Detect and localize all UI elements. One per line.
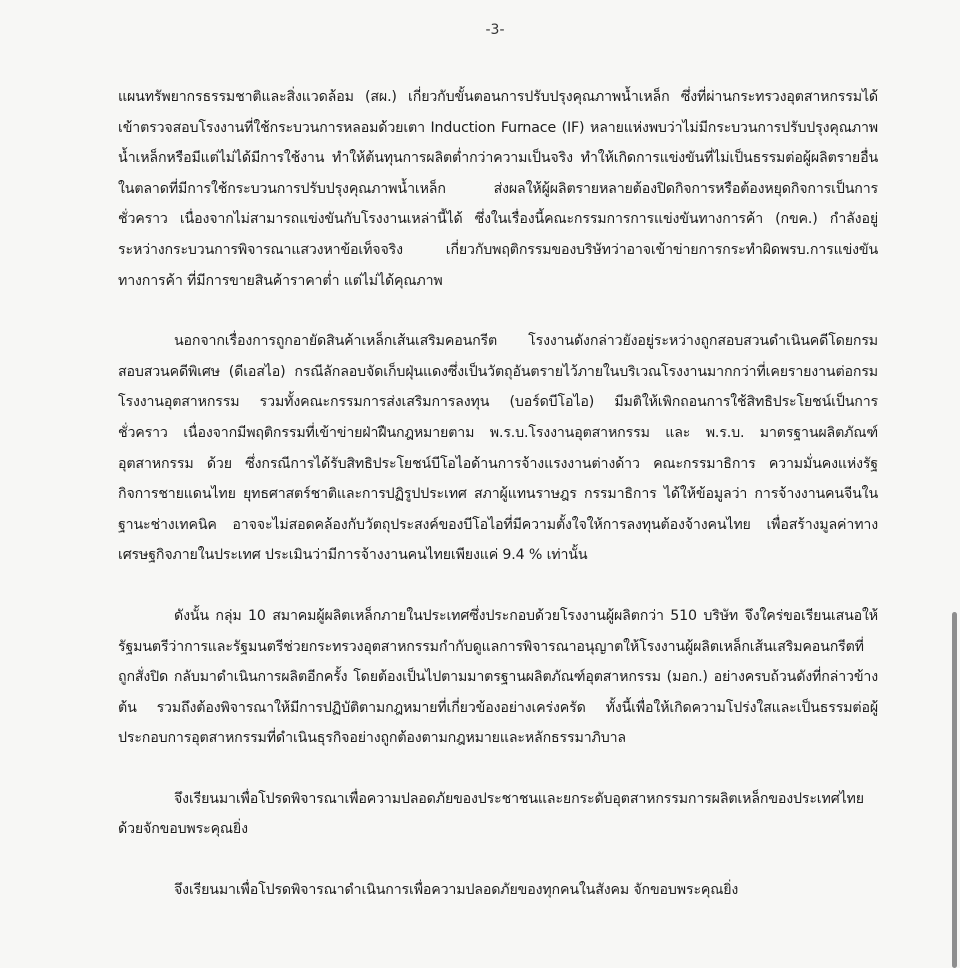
page-number: -3-	[485, 22, 505, 38]
paragraph-closing-request: จึงเรียนมาเพื่อโปรดพิจารณาเพื่อความปลอดภัยของประชาชนและยกระดับอุตสาหกรรมการผลิตเหล็กของประเทศไทย ด้วยจักขอบพระคุณยิ่ง	[118, 790, 864, 838]
paragraph-closing-final: จึงเรียนมาเพื่อโปรดพิจารณาดำเนินการเพื่อความปลอดภัยของทุกคนในสังคม จักขอบพระคุณยิ่ง	[174, 882, 739, 899]
paragraph-proposal: ดังนั้น กลุ่ม 10 สมาคมผู้ผลิตเหล็กภายในประเทศซึ่งประกอบด้วยโรงงานผู้ผลิตกว่า 510 บริษัท จึงใคร่ขอเรียนเสนอให้รัฐมนตรีว่าการและรัฐมนตรีช่วยกระทรวงอุตสาหกรรมกำกับดูแลการพิจารณาอนุญาตให้โรงงานผู้ผลิตเหล็กเส้นเสริมคอนกรีตที่ถูกสั่งปิด กลับมาดำเนินการผลิตอีกครั้ง โดยต้องเป็นไปตามมาตรฐานผลิตภัณฑ์อุตสาหกรรม (มอก.) อย่างครบถ้วนดังที่กล่าวข้างต้น รวมถึงต้องพิจารณาให้มีการปฏิบัติตามกฎหมายที่เกี่ยวข้องอย่างเคร่งครัด ทั้งนี้เพื่อให้เกิดความโปร่งใสและเป็นธรรมต่อผู้ประกอบการอุตสาหกรรมที่ดำเนินธุรกิจอย่างถูกต้องตามกฎหมายและหลักธรรมาภิบาล	[118, 607, 878, 747]
paragraph-investigation: นอกจากเรื่องการถูกอายัดสินค้าเหล็กเส้นเสริมคอนกรีต โรงงานดังกล่าวยังอยู่ระหว่างถูกสอบสวนดำเนินคดีโดยกรมสอบสวนคดีพิเศษ (ดีเอสไอ) กรณีลักลอบจัดเก็บฝุ่นแดงซึ่งเป็นวัตถุอันตรายไว้ภายในบริเวณโรงงานมากกว่าที่เคยรายงานต่อกรมโรงงานอุตสาหกรรม รวมทั้งคณะกรรมการส่งเสริมการลงทุน (บอร์ดบีโอไอ) มีมติให้เพิกถอนการใช้สิทธิประโยชน์เป็นการชั่วคราว เนื่องจากมีพฤติกรรมที่เข้าข่ายฝ่าฝืนกฎหมายตาม พ.ร.บ.โรงงานอุตสาหกรรม และ พ.ร.บ. มาตรฐานผลิตภัณฑ์อุตสาหกรรม ด้วย ซึ่งกรณีการได้รับสิทธิประโยชน์บีโอไอด้านการจ้างแรงงานต่างด้าว คณะกรรมาธิการ ความมั่นคงแห่งรัฐ กิจการชายแดนไทย ยุทธศาสตร์ชาติและการปฏิรูปประเทศ สภาผู้แทนราษฎร กรรมาธิการ ได้ให้ข้อมูลว่า การจ้างงานคนจีนในฐานะช่างเทคนิค อาจจะไม่สอดคล้องกับวัตถุประสงค์ของบีโอไอที่มีความตั้งใจให้การลงทุนต้องจ้างคนไทย เพื่อสร้างมูลค่าทางเศรษฐกิจภายในประเทศ ประเมินว่ามีการจ้างงานคนไทยเพียงแค่ 9.4 % เท่านั้น	[118, 333, 878, 564]
vertical-scrollbar[interactable]	[952, 612, 957, 968]
paragraph-continuation: แผนทรัพยากรธรรมชาติและสิ่งแวดล้อม (สผ.) เกี่ยวกับขั้นตอนการปรับปรุงคุณภาพน้ำเหล็ก ซึ่งที่ผ่านกระทรวงอุตสาหกรรมได้เข้าตรวจสอบโรงงานที่ใช้กระบวนการหลอมด้วยเตา Induction Furnace (IF) หลายแห่งพบว่าไม่มีกระบวนการปรับปรุงคุณภาพน้ำเหล็กหรือมีแต่ไม่ได้มีการใช้งาน ทำให้ต้นทุนการผลิตต่ำกว่าความเป็นจริง ทำให้เกิดการแข่งขันที่ไม่เป็นธรรมต่อผู้ผลิตรายอื่นในตลาดที่มีการใช้กระบวนการปรับปรุงคุณภาพน้ำเหล็ก ส่งผลให้ผู้ผลิตรายหลายต้องปิดกิจการหรือต้องหยุดกิจการเป็นการชั่วคราว เนื่องจากไม่สามารถแข่งขันกับโรงงานเหล่านี้ได้ ซึ่งในเรื่องนี้คณะกรรมการการแข่งขันทางการค้า (กขค.) กำลังอยู่ระหว่างกระบวนการพิจารณาแสวงหาข้อเท็จจริง เกี่ยวกับพฤติกรรมของบริษัทว่าอาจเข้าข่ายการกระทำผิดพรบ.การแข่งขันทางการค้า ที่มีการขายสินค้าราคาต่ำ แต่ไม่ได้คุณภาพ	[118, 89, 878, 289]
document-body	[118, 82, 878, 906]
